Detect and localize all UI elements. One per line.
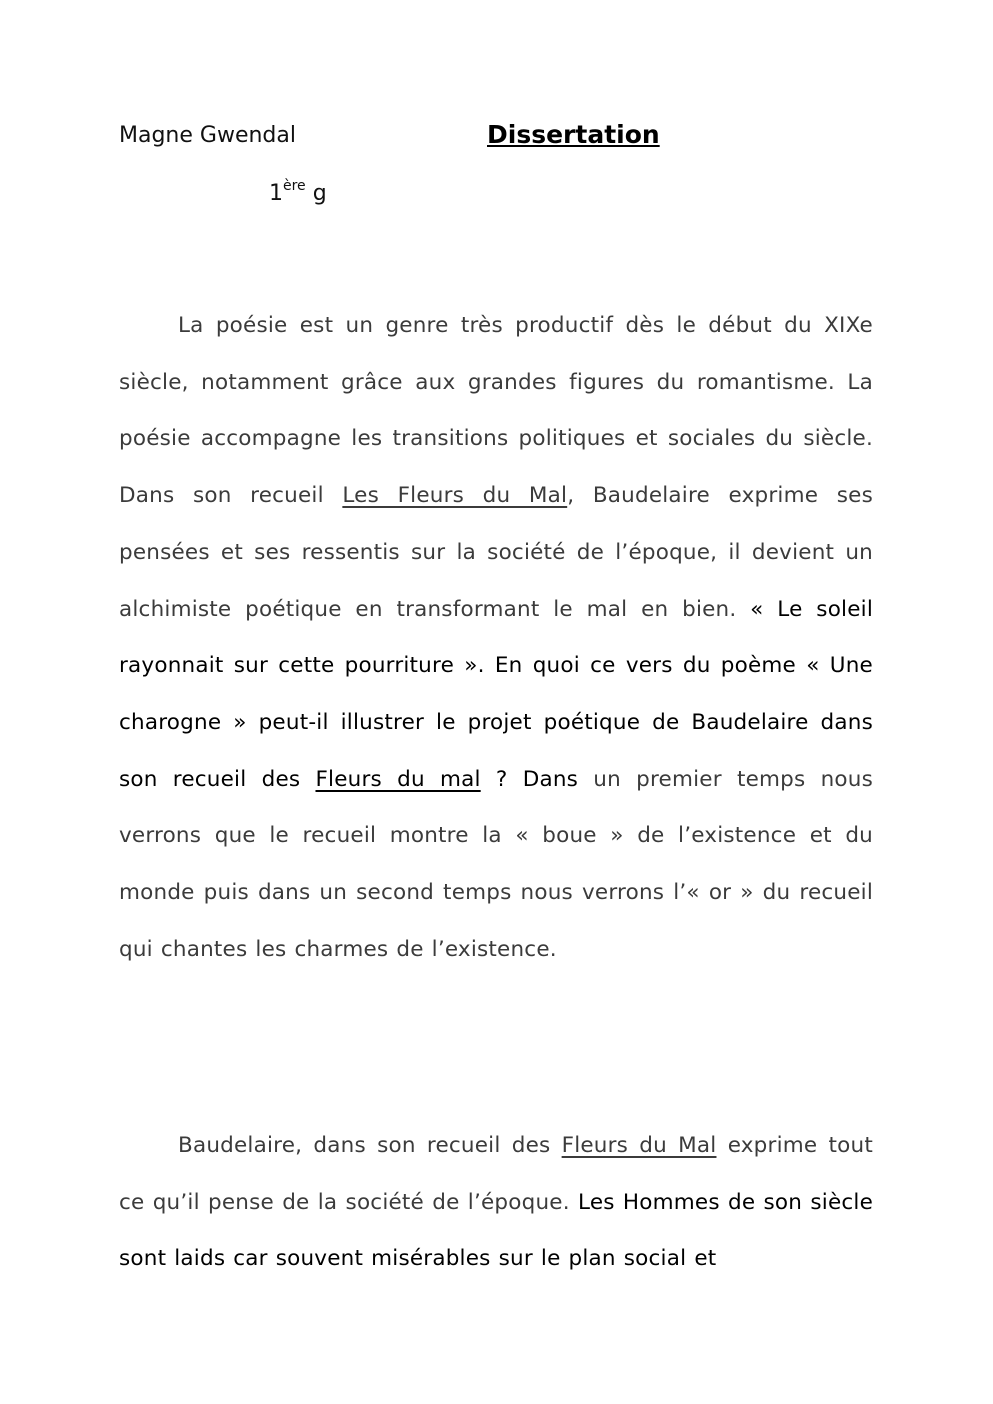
problematic-text: « Le soleil rayonnait sur cette pourriture ». En quoi ce vers du poème « Une charogne » peut-il illustrer le projet poétique de Baudelaire dans son recueil des	[119, 596, 873, 792]
book-title-les-fleurs-du-mal: Les Fleurs du Mal	[342, 483, 568, 509]
dev-text-3: Les Hommes de son siècle sont laids car souvent misérables sur le plan social et	[119, 1189, 873, 1272]
problematic-question-end: ? Dans	[480, 766, 579, 792]
book-title-fleurs-du-mal-2: Fleurs du Mal	[561, 1133, 717, 1158]
dev-text-1: Baudelaire, dans son recueil des	[178, 1133, 562, 1158]
development-paragraph	[119, 1118, 873, 1288]
intro-text-1: La poésie est un genre très productif dès le début du XIXe siècle, notamment grâce aux grandes figures du romantisme. La poésie accompagne les transitions politiques et sociales du siècle. Dans son recueil	[119, 313, 873, 509]
class-letter: g	[312, 181, 327, 206]
intro-text-2: , Baudelaire exprime ses pensées et ses ressentis sur la société de l’époque, il devient un alchimiste poétique en transformant le mal en bien.	[119, 483, 873, 622]
dev-text-2: exprime tout ce qu’il pense de la société de l’époque.	[119, 1133, 873, 1215]
document-title: Dissertation	[487, 120, 660, 149]
author-name: Magne Gwendal	[119, 123, 296, 148]
class-number: 1	[269, 181, 283, 206]
class-label	[269, 178, 327, 210]
book-title-fleurs-du-mal: Fleurs du mal	[315, 766, 481, 792]
introduction-paragraph	[119, 298, 873, 978]
class-superscript: ère	[283, 178, 306, 194]
plan-announcement: un premier temps nous verrons que le recueil montre la « boue » de l’existence et du monde puis dans un second temps nous verrons l’« or » du recueil qui chantes les charmes de l’existence.	[119, 766, 873, 962]
